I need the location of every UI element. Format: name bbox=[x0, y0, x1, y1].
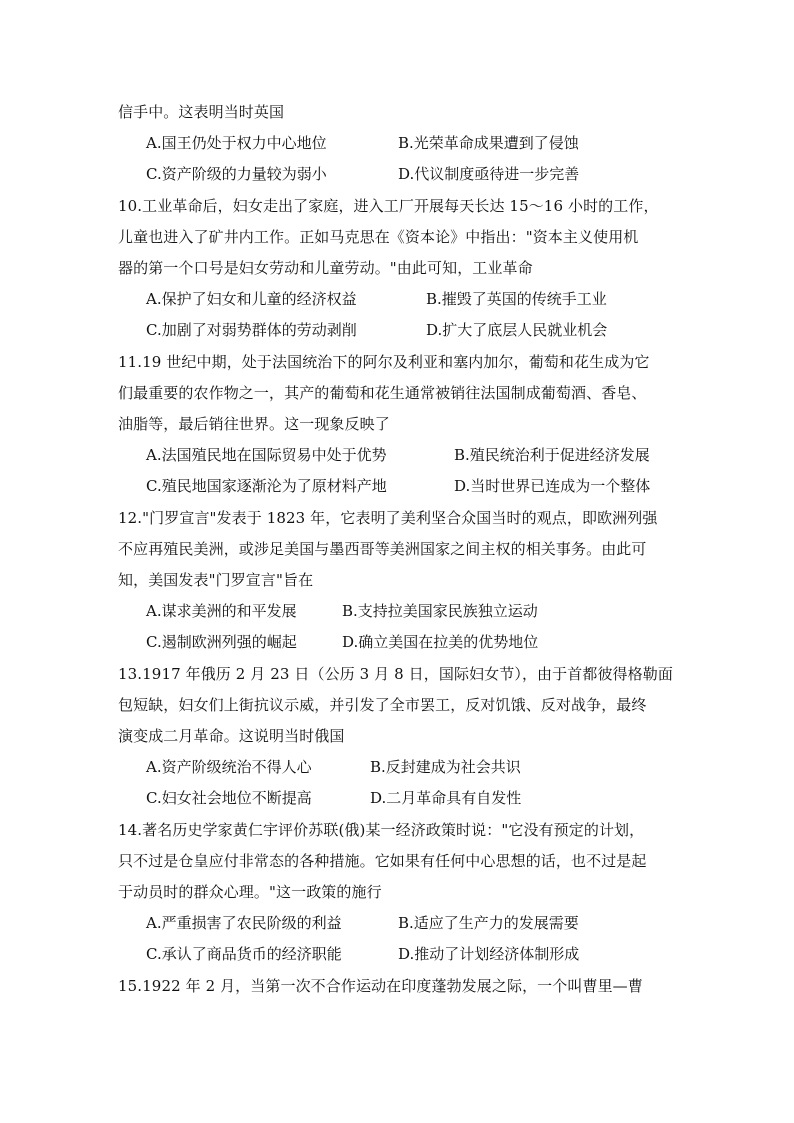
q9-option-c: C.资产阶级的力量较为弱小 bbox=[146, 165, 327, 183]
q11-option-c: C.殖民地国家逐渐沦为了原材料产地 bbox=[146, 477, 387, 495]
q14-stem-line: 只不过是仓皇应付非常态的各种措施。它如果有任何中心思想的话，也不过是起 bbox=[118, 852, 647, 870]
q14-stem-line: 14.著名历史学家黄仁宇评价苏联(俄)某一经济政策时说："它没有预定的计划， bbox=[118, 821, 645, 839]
q11-stem-line: 11.19 世纪中期，处于法国统治下的阿尔及利亚和塞内加尔，葡萄和花生成为它 bbox=[118, 353, 650, 371]
q13-stem-line: 13.1917 年俄历 2 月 23 日（公历 3 月 8 日，国际妇女节），由于首都彼得格勒面 bbox=[118, 665, 673, 683]
q11-option-a: A.法国殖民地在国际贸易中处于优势 bbox=[146, 446, 387, 464]
q12-stem-line: 知，美国发表"门罗宣言"旨在 bbox=[118, 571, 314, 589]
q14-stem-line: 于动员时的群众心理。"这一政策的施行 bbox=[118, 883, 382, 901]
q14-option-a: A.严重损害了农民阶级的利益 bbox=[146, 914, 342, 932]
q9-option-a: A.国王仍处于权力中心地位 bbox=[146, 134, 327, 152]
q10-option-a: A.保护了妇女和儿童的经济权益 bbox=[146, 290, 357, 308]
q14-option-b: B.适应了生产力的发展需要 bbox=[398, 914, 579, 932]
q13-option-b: B.反封建成为社会共识 bbox=[370, 758, 521, 776]
q10-stem-line: 儿童也进入了矿井内工作。正如马克思在《资本论》中指出："资本主义使用机 bbox=[118, 228, 639, 246]
q9-option-b: B.光荣革命成果遭到了侵蚀 bbox=[398, 134, 579, 152]
q14-option-d: D.推动了计划经济体制形成 bbox=[398, 945, 580, 963]
q13-stem-line: 包短缺，妇女们上街抗议示威，并引发了全市罢工，反对饥饿、反对战争，最终 bbox=[118, 696, 647, 714]
q13-option-a: A.资产阶级统治不得人心 bbox=[146, 758, 312, 776]
q9-option-d: D.代议制度亟待进一步完善 bbox=[398, 165, 580, 183]
q10-stem-line: 器的第一个口号是妇女劳动和儿童劳动。"由此可知，工业革命 bbox=[118, 259, 533, 277]
q12-option-b: B.支持拉美国家民族独立运动 bbox=[342, 602, 538, 620]
q12-stem-line: 不应再殖民美洲，或涉足美国与墨西哥等美洲国家之间主权的相关事务。由此可 bbox=[118, 540, 647, 558]
q11-option-d: D.当时世界已连成为一个整体 bbox=[454, 477, 651, 495]
q12-option-d: D.确立美国在拉美的优势地位 bbox=[342, 633, 539, 651]
q13-stem-line: 演变成二月革命。这说明当时俄国 bbox=[118, 727, 345, 745]
q13-option-c: C.妇女社会地位不断提高 bbox=[146, 789, 312, 807]
q10-option-d: D.扩大了底层人民就业机会 bbox=[426, 321, 608, 339]
q12-option-c: C.遏制欧洲列强的崛起 bbox=[146, 633, 297, 651]
q10-stem-line: 10.工业革命后，妇女走出了家庭，进入工厂开展每天长达 15～16 小时的工作， bbox=[118, 197, 659, 215]
q13-option-d: D.二月革命具有自发性 bbox=[370, 789, 522, 807]
q14-option-c: C.承认了商品货币的经济职能 bbox=[146, 945, 342, 963]
q10-option-c: C.加剧了对弱势群体的劳动剥削 bbox=[146, 321, 357, 339]
q11-option-b: B.殖民统治利于促进经济发展 bbox=[454, 446, 650, 464]
q9-stem-line: 信手中。这表明当时英国 bbox=[118, 103, 285, 121]
q12-option-a: A.谋求美洲的和平发展 bbox=[146, 602, 297, 620]
q11-stem-line: 油脂等，最后销往世界。这一现象反映了 bbox=[118, 415, 390, 433]
q15-stem-line: 15.1922 年 2 月，当第一次不合作运动在印度蓬勃发展之际，一个叫曹里—曹 bbox=[118, 977, 643, 995]
q12-stem-line: 12."门罗宣言"发表于 1823 年，它表明了美利坚合众国当时的观点，即欧洲列强 bbox=[118, 509, 658, 527]
q10-option-b: B.摧毁了英国的传统手工业 bbox=[426, 290, 607, 308]
q11-stem-line: 们最重要的农作物之一，其产的葡萄和花生通常被销往法国制成葡萄酒、香皂、 bbox=[118, 384, 647, 402]
